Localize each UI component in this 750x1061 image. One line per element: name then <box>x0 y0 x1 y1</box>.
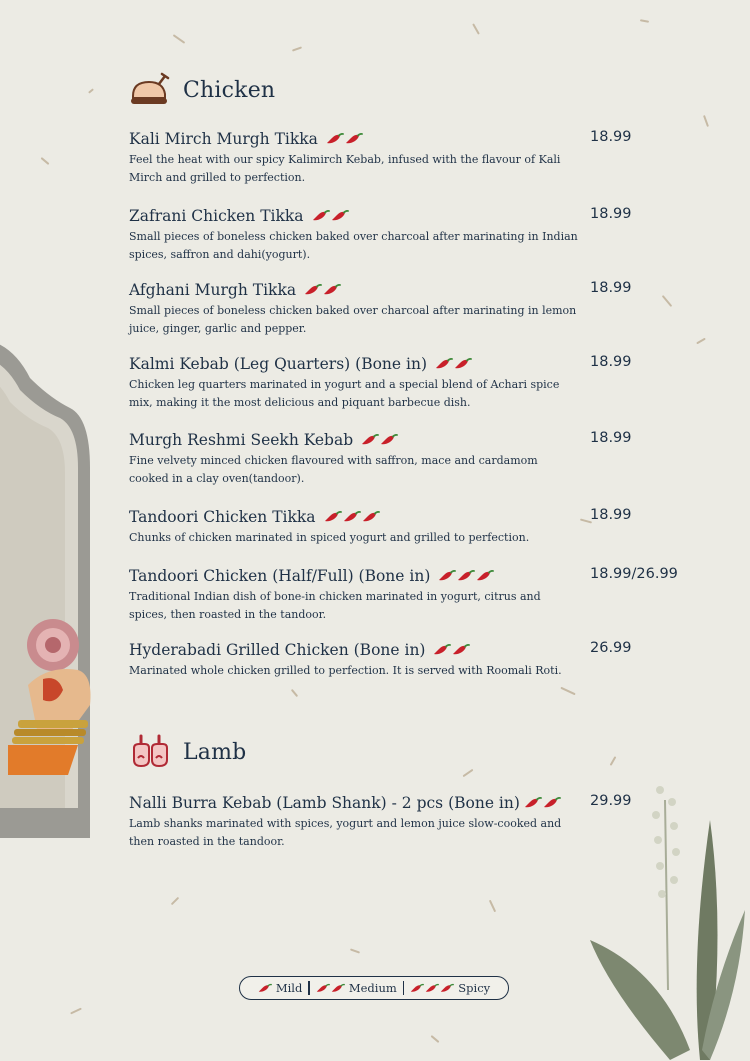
menu-item <box>129 566 689 623</box>
chili-icon <box>454 357 472 371</box>
item-description: Fine velvety minced chicken flavoured with saffron, mace and cardamom cooked in a clay oven(tandoor). <box>129 454 538 485</box>
legend-divider <box>308 981 310 995</box>
spice-level <box>312 209 349 223</box>
menu-item <box>129 280 689 337</box>
chili-icon <box>343 510 361 524</box>
legend-spicy-label: Spicy <box>458 981 491 995</box>
legend-divider <box>403 981 405 995</box>
chili-icon <box>304 283 322 297</box>
item-description: Lamb shanks marinated with spices, yogurt and lemon juice slow-cooked and then roasted in the tandoor. <box>129 817 562 848</box>
item-price: 18.99/26.99 <box>590 566 678 582</box>
spice-level <box>438 569 494 583</box>
menu-item <box>129 430 689 487</box>
hand-with-flower-icon <box>8 615 98 775</box>
section-header-chicken <box>129 70 275 110</box>
chili-icon <box>425 983 439 994</box>
item-name: Hyderabadi Grilled Chicken (Bone in) <box>129 641 426 659</box>
section-title: Chicken <box>183 77 276 103</box>
chili-icon <box>326 132 344 146</box>
chili-icon <box>457 569 475 583</box>
spice-level <box>304 283 341 297</box>
chili-icon <box>324 510 342 524</box>
chili-icon <box>361 433 379 447</box>
item-price: 29.99 <box>590 793 632 809</box>
chili-icon <box>438 569 456 583</box>
item-price: 18.99 <box>590 507 632 523</box>
chili-icon <box>345 132 363 146</box>
chili-icon <box>258 983 272 994</box>
chili-icons <box>316 983 345 994</box>
chili-icon <box>433 643 451 657</box>
spice-legend <box>239 976 509 1000</box>
item-description: Marinated whole chicken grilled to perfection. It is served with Roomali Roti. <box>129 664 562 677</box>
menu-item <box>129 206 689 263</box>
chili-icon <box>476 569 494 583</box>
chili-icon <box>323 283 341 297</box>
spice-level <box>326 132 363 146</box>
chili-icon <box>524 796 542 810</box>
item-description: Small pieces of boneless chicken baked over charcoal after marinating in lemon juice, ginger, garlic and pepper. <box>129 304 577 335</box>
chili-icon <box>316 983 330 994</box>
item-description: Chunks of chicken marinated in spiced yogurt and grilled to perfection. <box>129 531 530 544</box>
chili-icon <box>331 209 349 223</box>
spice-level <box>361 433 398 447</box>
spice-level <box>524 796 561 810</box>
spice-level <box>433 643 470 657</box>
chili-icons <box>258 983 272 994</box>
legend-spicy <box>410 981 490 995</box>
lamb-chops-icon <box>129 732 171 772</box>
item-description: Small pieces of boneless chicken baked over charcoal after marinating in Indian spices, saffron and dahi(yogurt). <box>129 230 578 261</box>
roast-chicken-icon <box>129 70 171 110</box>
item-price: 26.99 <box>590 640 632 656</box>
item-name: Kalmi Kebab (Leg Quarters) (Bone in) <box>129 355 427 373</box>
item-description: Feel the heat with our spicy Kalimirch Kebab, infused with the flavour of Kali Mirch and grilled to perfection. <box>129 153 561 184</box>
menu-item <box>129 354 689 411</box>
chili-icon <box>543 796 561 810</box>
chili-icon <box>452 643 470 657</box>
chili-icon <box>440 983 454 994</box>
chili-icon <box>380 433 398 447</box>
spice-level <box>324 510 380 524</box>
item-name: Kali Mirch Murgh Tikka <box>129 130 318 148</box>
item-price: 18.99 <box>590 206 632 222</box>
item-name: Zafrani Chicken Tikka <box>129 207 304 225</box>
menu-item <box>129 129 689 186</box>
item-description: Chicken leg quarters marinated in yogurt and a special blend of Achari spice mix, making it the most delicious and piquant barbecue dish. <box>129 378 560 409</box>
item-price: 18.99 <box>590 280 632 296</box>
chili-icon <box>410 983 424 994</box>
item-price: 18.99 <box>590 430 632 446</box>
menu-item <box>129 507 689 547</box>
item-name: Afghani Murgh Tikka <box>129 281 297 299</box>
menu-item <box>129 640 689 680</box>
item-price: 18.99 <box>590 354 632 370</box>
chili-icon <box>435 357 453 371</box>
item-name: Nalli Burra Kebab (Lamb Shank) - 2 pcs (Bone in) <box>129 794 520 812</box>
legend-medium <box>316 981 397 995</box>
legend-mild <box>258 981 303 995</box>
spice-level <box>435 357 472 371</box>
section-title: Lamb <box>183 739 247 765</box>
chili-icon <box>362 510 380 524</box>
item-price: 18.99 <box>590 129 632 145</box>
menu-item <box>129 793 689 850</box>
item-description: Traditional Indian dish of bone-in chicken marinated in yogurt, citrus and spices, then roasted in the tandoor. <box>129 590 541 621</box>
chili-icon <box>331 983 345 994</box>
legend-mild-label: Mild <box>275 981 303 995</box>
chili-icon <box>312 209 330 223</box>
section-header-lamb <box>129 732 246 772</box>
legend-medium-label: Medium <box>348 981 397 995</box>
item-name: Tandoori Chicken (Half/Full) (Bone in) <box>129 567 431 585</box>
chili-icons <box>410 983 454 994</box>
item-name: Murgh Reshmi Seekh Kebab <box>129 431 354 449</box>
item-name: Tandoori Chicken Tikka <box>129 508 316 526</box>
